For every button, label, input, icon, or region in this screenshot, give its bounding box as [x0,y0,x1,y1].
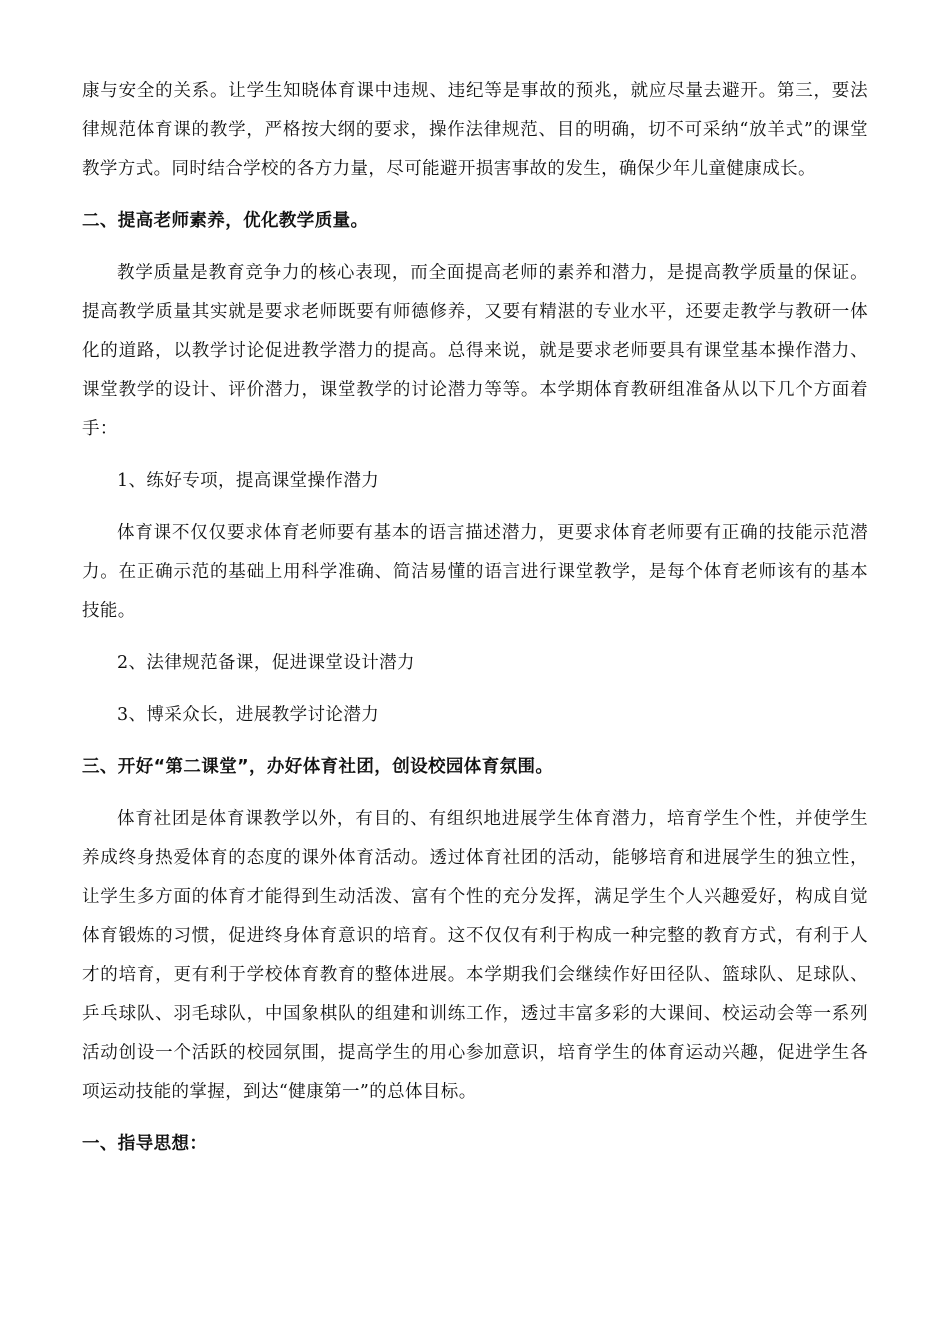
document-page [82,72,868,1164]
paragraph-safety: 康与安全的关系。让学生知晓体育课中违规、违纪等是事故的预兆，就应尽量去避开。第三，要法律规范体育课的教学，严格按大纲的要求，操作法律规范、目的明确，切不可采纳“放羊式”的课堂教学方式。同时结合学校的各方力量，尽可能避开损害事故的发生，确保少年儿童健康成长。 [82,81,868,179]
list-item-3: 3、博采众长，进展教学讨论潜力 [117,705,380,725]
list-item-1: 1、练好专项，提高课堂操作潜力 [117,471,380,491]
heading-teacher-quality: 二、提高老师素养，优化教学质量。 [82,211,369,231]
paragraph-skills: 体育课不仅仅要求体育老师要有基本的语言描述潜力，更要求体育老师要有正确的技能示范潜力。在正确示范的基础上用科学准确、简洁易懂的语言进行课堂教学，是每个体育老师该有的基本技能。 [82,523,868,621]
list-item-2: 2、法律规范备课，促进课堂设计潜力 [117,653,415,673]
heading-guiding-ideology: 一、指导思想： [82,1134,208,1154]
paragraph-teaching-quality: 教学质量是教育竞争力的核心表现，而全面提高老师的素养和潜力，是提高教学质量的保证。提高教学质量其实就是要求老师既要有师德修养，又要有精湛的专业水平，还要走教学与教研一体化的道路，以教学讨论促进教学潜力的提高。总得来说，就是要求老师要具有课堂基本操作潜力、课堂教学的设计、评价潜力，课堂教学的讨论潜力等等。本学期体育教研组准备从以下几个方面着手： [82,263,868,439]
heading-second-classroom: 三、开好“第二课堂”，办好体育社团，创设校园体育氛围。 [82,757,554,777]
paragraph-sports-clubs: 体育社团是体育课教学以外，有目的、有组织地进展学生体育潜力，培育学生个性，并使学生养成终身热爱体育的态度的课外体育活动。透过体育社团的活动，能够培育和进展学生的独立性，让学生多方面的体育才能得到生动活泼、富有个性的充分发挥，满足学生个人兴趣爱好，构成自觉体育锻炼的习惯，促进终身体育意识的培育。这不仅仅有利于构成一种完整的教育方式，有利于人才的培育，更有利于学校体育教育的整体进展。本学期我们会继续作好田径队、篮球队、足球队、乒乓球队、羽毛球队，中国象棋队的组建和训练工作，透过丰富多彩的大课间、校运动会等一系列活动创设一个活跃的校园氛围，提高学生的用心参加意识，培育学生的体育运动兴趣，促进学生各项运动技能的掌握，到达“健康第一”的总体目标。 [82,809,868,1102]
